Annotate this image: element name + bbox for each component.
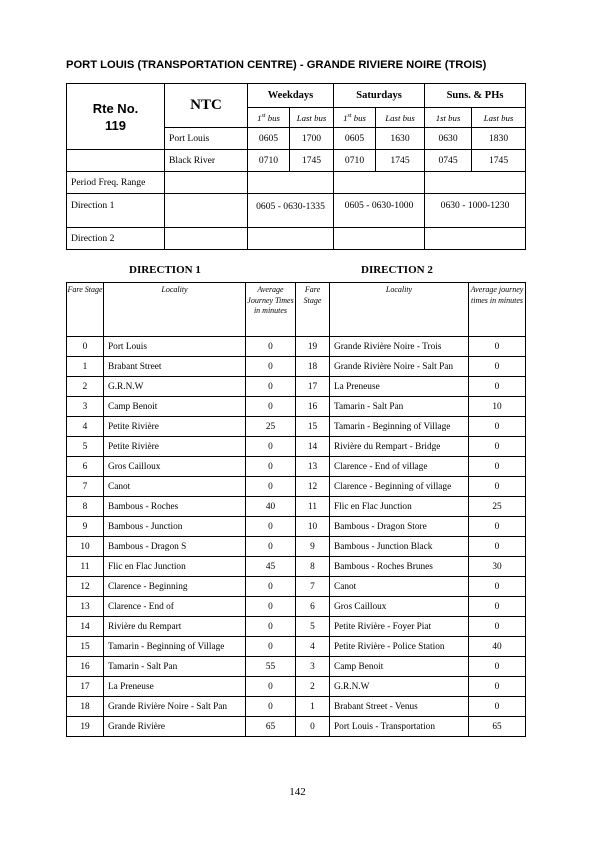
journey-time-cell: 0 <box>246 437 296 457</box>
fare-stage-cell: 1 <box>296 697 330 717</box>
locality-cell: Camp Benoit <box>104 397 246 417</box>
locality-cell: G.R.N.W <box>330 677 469 697</box>
time-cell: 1830 <box>472 128 526 150</box>
table-row <box>67 477 526 497</box>
locality-cell: Petite Rivière <box>104 417 246 437</box>
fare-stage-cell: 1 <box>67 357 104 377</box>
fare-stage-cell: 0 <box>67 337 104 357</box>
fare-stage-cell: 8 <box>296 557 330 577</box>
table-row <box>67 357 526 377</box>
locality-cell: Grande Rivière Noire - Trois <box>330 337 469 357</box>
period-label: Period Freq. Range <box>67 172 165 194</box>
fare-stage-cell: 17 <box>296 377 330 397</box>
locality-cell: Rivière du Rempart <box>104 617 246 637</box>
fare-stage-cell: 17 <box>67 677 104 697</box>
time-cell: 1745 <box>376 150 425 172</box>
fare-stage-cell: 9 <box>296 537 330 557</box>
page-number: 142 <box>289 786 306 798</box>
locality-cell: Brabant Street - Venus <box>330 697 469 717</box>
table-row <box>67 677 526 697</box>
fare-stage-cell: 16 <box>296 397 330 417</box>
weekdays-first-bus-header: 1st bus <box>248 108 290 128</box>
table-row <box>67 617 526 637</box>
weekdays-last-bus-header: Last bus <box>290 108 334 128</box>
locality-cell: La Preneuse <box>330 377 469 397</box>
table-row <box>67 457 526 477</box>
fare-stage-cell: 6 <box>67 457 104 477</box>
locality-cell: Flic en Flac Junction <box>104 557 246 577</box>
fare-stage-cell: 14 <box>67 617 104 637</box>
time-cell: 1700 <box>290 128 334 150</box>
locality-header: Locality <box>104 283 246 337</box>
locality-cell: Clarence - End of village <box>330 457 469 477</box>
fare-stage-cell: 13 <box>296 457 330 477</box>
journey-time-cell: 0 <box>246 617 296 637</box>
directions-table <box>66 282 526 737</box>
journey-time-cell: 40 <box>246 497 296 517</box>
sundays-first-bus-header: 1st bus <box>425 108 472 128</box>
journey-time-cell: 0 <box>469 537 526 557</box>
direction-1-sundays: 0630 - 1000-1230 <box>425 194 526 228</box>
journey-time-cell: 45 <box>246 557 296 577</box>
journey-time-cell: 0 <box>469 477 526 497</box>
fare-stage-cell: 0 <box>296 717 330 737</box>
fare-stage-cell: 19 <box>67 717 104 737</box>
table-row <box>67 717 526 737</box>
fare-stage-cell: 3 <box>296 657 330 677</box>
journey-time-cell: 0 <box>246 577 296 597</box>
fare-stage-cell: 9 <box>67 517 104 537</box>
locality-cell: G.R.N.W <box>104 377 246 397</box>
fare-stage-cell: 4 <box>296 637 330 657</box>
fare-stage-cell: 5 <box>296 617 330 637</box>
table-row <box>67 437 526 457</box>
journey-time-cell: 40 <box>469 637 526 657</box>
journey-time-cell: 25 <box>469 497 526 517</box>
direction-2-title: DIRECTION 2 <box>361 264 433 276</box>
fare-stage-cell: 2 <box>296 677 330 697</box>
fare-stage-cell: 12 <box>296 477 330 497</box>
locality-cell: Port Louis - Transportation <box>330 717 469 737</box>
journey-time-cell: 0 <box>246 517 296 537</box>
fare-stage-cell: 13 <box>67 597 104 617</box>
journey-time-cell: 25 <box>246 417 296 437</box>
journey-time-cell: 0 <box>469 517 526 537</box>
table-row <box>67 417 526 437</box>
table-row <box>67 497 526 517</box>
locality-cell: Clarence - End of <box>104 597 246 617</box>
period-row <box>67 172 526 194</box>
journey-time-cell: 0 <box>469 697 526 717</box>
time-cell: 1745 <box>290 150 334 172</box>
saturdays-last-bus-header: Last bus <box>376 108 425 128</box>
locality-cell: Gros Cailloux <box>104 457 246 477</box>
journey-time-cell: 0 <box>469 437 526 457</box>
page-title: PORT LOUIS (TRANSPORTATION CENTRE) - GRANDE RIVIERE NOIRE (TROIS) <box>66 59 487 71</box>
locality-cell: Petite Rivière - Foyer Piat <box>330 617 469 637</box>
fare-stage-header: Fare Stage <box>296 283 330 337</box>
time-cell: 0605 <box>248 128 290 150</box>
locality-cell: Canot <box>104 477 246 497</box>
time-cell: 0745 <box>425 150 472 172</box>
table-row <box>67 377 526 397</box>
locality-cell: Bambous - Dragon S <box>104 537 246 557</box>
route-label: Rte No. <box>92 100 139 116</box>
table-row <box>67 337 526 357</box>
journey-time-cell: 30 <box>469 557 526 577</box>
fare-stage-cell: 7 <box>67 477 104 497</box>
locality-cell: Rivière du Rempart - Bridge <box>330 437 469 457</box>
locality-cell: Port Louis <box>104 337 246 357</box>
fare-stage-cell: 15 <box>296 417 330 437</box>
fare-stage-cell: 8 <box>67 497 104 517</box>
fare-stage-cell: 10 <box>296 517 330 537</box>
fare-stage-cell: 11 <box>67 557 104 577</box>
journey-time-cell: 55 <box>246 657 296 677</box>
journey-time-cell: 0 <box>469 577 526 597</box>
operator-name: NTC <box>165 84 248 128</box>
table-row <box>67 597 526 617</box>
fare-stage-cell: 7 <box>296 577 330 597</box>
fare-stage-cell: 11 <box>296 497 330 517</box>
time-cell: 0710 <box>334 150 376 172</box>
locality-cell: Bambous - Roches Brunes <box>330 557 469 577</box>
time-cell: 1745 <box>472 150 526 172</box>
time-cell: 0710 <box>248 150 290 172</box>
journey-time-cell: 0 <box>469 617 526 637</box>
fare-stage-cell: 15 <box>67 637 104 657</box>
sundays-last-bus-header: Last bus <box>472 108 526 128</box>
average-journey-times-header: Average journey times in minutes <box>469 283 526 337</box>
journey-time-cell: 0 <box>246 637 296 657</box>
fare-stage-cell: 14 <box>296 437 330 457</box>
journey-time-cell: 10 <box>469 397 526 417</box>
locality-header: Locality <box>330 283 469 337</box>
journey-time-cell: 0 <box>246 697 296 717</box>
fare-stage-cell: 3 <box>67 397 104 417</box>
direction-2-label: Direction 2 <box>67 228 165 250</box>
direction-2-row <box>67 228 526 250</box>
locality-cell: Bambous - Junction <box>104 517 246 537</box>
fare-stage-header: Fare Stage <box>67 283 104 337</box>
time-cell: 0605 <box>334 128 376 150</box>
journey-time-cell: 0 <box>246 677 296 697</box>
direction-1-row <box>67 194 526 228</box>
schedule-table <box>66 83 526 250</box>
locality-cell: Canot <box>330 577 469 597</box>
journey-time-cell: 0 <box>469 677 526 697</box>
average-journey-times-header: Average Journey Times in minutes <box>246 283 296 337</box>
journey-time-cell: 65 <box>469 717 526 737</box>
table-row <box>67 637 526 657</box>
locality-cell: Petite Rivière <box>104 437 246 457</box>
table-row <box>67 397 526 417</box>
locality-cell: Grande Rivière Noire - Salt Pan <box>330 357 469 377</box>
locality-cell: Tamarin - Beginning of Village <box>104 637 246 657</box>
table-row <box>67 537 526 557</box>
locality-cell: Brabant Street <box>104 357 246 377</box>
table-row <box>67 697 526 717</box>
locality-cell: Tamarin - Beginning of Village <box>330 417 469 437</box>
saturdays-header: Saturdays <box>334 84 425 108</box>
locality-cell: Bambous - Roches <box>104 497 246 517</box>
journey-time-cell: 0 <box>246 477 296 497</box>
journey-time-cell: 0 <box>469 377 526 397</box>
weekdays-header: Weekdays <box>248 84 334 108</box>
fare-stage-cell: 16 <box>67 657 104 677</box>
locality-cell: Clarence - Beginning of village <box>330 477 469 497</box>
locality-cell: Gros Cailloux <box>330 597 469 617</box>
journey-time-cell: 65 <box>246 717 296 737</box>
fare-stage-cell: 12 <box>67 577 104 597</box>
locality-cell: Tamarin - Salt Pan <box>104 657 246 677</box>
journey-time-cell: 0 <box>469 357 526 377</box>
locality-cell: Camp Benoit <box>330 657 469 677</box>
journey-time-cell: 0 <box>246 357 296 377</box>
directions-header-row <box>67 283 526 337</box>
journey-time-cell: 0 <box>246 597 296 617</box>
fare-stage-cell: 19 <box>296 337 330 357</box>
journey-time-cell: 0 <box>246 377 296 397</box>
table-row <box>67 557 526 577</box>
time-cell: 0630 <box>425 128 472 150</box>
table-row <box>67 657 526 677</box>
journey-time-cell: 0 <box>246 337 296 357</box>
locality-cell: Flic en Flac Junction <box>330 497 469 517</box>
journey-time-cell: 0 <box>469 657 526 677</box>
fare-stage-cell: 2 <box>67 377 104 397</box>
origin-cell: Black River <box>165 150 248 172</box>
locality-cell: Grande Rivière Noire - Salt Pan <box>104 697 246 717</box>
direction-1-weekdays: 0605 - 0630-1335 <box>248 194 334 228</box>
journey-time-cell: 0 <box>246 537 296 557</box>
locality-cell: Bambous - Junction Black <box>330 537 469 557</box>
locality-cell: Petite Rivière - Police Station <box>330 637 469 657</box>
journey-time-cell: 0 <box>469 597 526 617</box>
sundays-header: Suns. & PHs <box>425 84 526 108</box>
direction-1-saturdays: 0605 - 0630-1000 <box>334 194 425 228</box>
locality-cell: Grande Rivière <box>104 717 246 737</box>
journey-time-cell: 0 <box>469 337 526 357</box>
fare-stage-cell: 6 <box>296 597 330 617</box>
locality-cell: Clarence - Beginning <box>104 577 246 597</box>
route-number: 119 <box>105 117 126 133</box>
route-number-cell <box>67 84 165 150</box>
locality-cell: Bambous - Dragon Store <box>330 517 469 537</box>
origin-cell: Port Louis <box>165 128 248 150</box>
schedule-row <box>67 150 526 172</box>
saturdays-first-bus-header: 1st bus <box>334 108 376 128</box>
fare-stage-cell: 5 <box>67 437 104 457</box>
table-row <box>67 577 526 597</box>
fare-stage-cell: 18 <box>296 357 330 377</box>
fare-stage-cell: 4 <box>67 417 104 437</box>
time-cell: 1630 <box>376 128 425 150</box>
locality-cell: La Preneuse <box>104 677 246 697</box>
table-row <box>67 517 526 537</box>
journey-time-cell: 0 <box>469 457 526 477</box>
fare-stage-cell: 18 <box>67 697 104 717</box>
fare-stage-cell: 10 <box>67 537 104 557</box>
journey-time-cell: 0 <box>469 417 526 437</box>
direction-1-label: Direction 1 <box>67 194 165 228</box>
direction-1-title: DIRECTION 1 <box>129 264 201 276</box>
journey-time-cell: 0 <box>246 457 296 477</box>
locality-cell: Tamarin - Salt Pan <box>330 397 469 417</box>
journey-time-cell: 0 <box>246 397 296 417</box>
